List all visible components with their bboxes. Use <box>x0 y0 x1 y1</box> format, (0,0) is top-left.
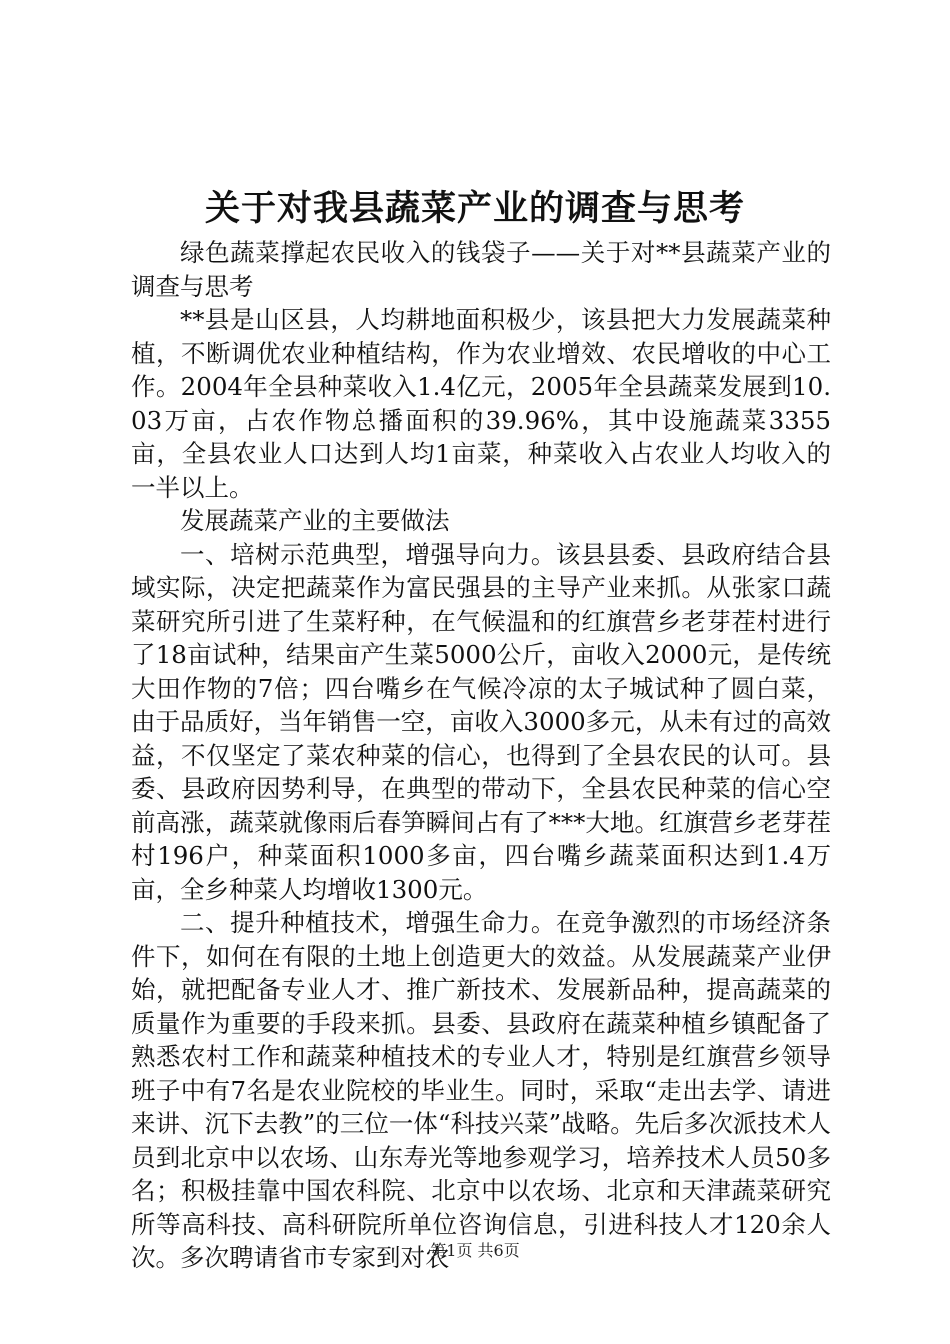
paragraph-subtitle: 绿色蔬菜撑起农民收入的钱袋子——关于对**县蔬菜产业的调查与思考 <box>131 238 831 301</box>
paragraph-point-one: 一、培树示范典型，增强导向力。该县县委、县政府结合县域实际，决定把蔬菜作为富民强县的主导产业来抓。从张家口蔬菜研究所引进了生菜籽种，在气候温和的红旗营乡老芽茬村进行了18亩试种，结果亩产生菜5000公斤，亩收入2000元，是传统大田作物的7倍；四台嘴乡在气候冷凉的太子城试种了圆白菜，由于品质好，当年销售一空，亩收入3000多元，从未有过的高效益，不仅坚定了菜农种菜的信心，也得到了全县农民的认可。县委、县政府因势利导，在典型的带动下，全县农民种菜的信心空前高涨，蔬菜就像雨后春笋瞬间占有了***大地。红旗营乡老芽茬村196户，种菜面积1000多亩，四台嘴乡蔬菜面积达到1.4万亩，全乡种菜人均增收1300元。 <box>131 539 831 904</box>
paragraph-overview: **县是山区县，人均耕地面积极少，该县把大力发展蔬菜种植，不断调优农业种植结构，作为农业增效、农民增收的中心工作。2004年全县种菜收入1.4亿元，2005年全县蔬菜发展到10.03万亩，占农作物总播面积的39.96%，其中设施蔬菜3355亩，全县农业人口达到人均1亩菜，种菜收入占农业人均收入的一半以上。 <box>131 305 831 502</box>
paragraph-section-heading: 发展蔬菜产业的主要做法 <box>180 506 450 535</box>
document-title: 关于对我县蔬菜产业的调查与思考 <box>204 188 745 229</box>
paragraph-point-two: 二、提升种植技术，增强生命力。在竞争激烈的市场经济条件下，如何在有限的土地上创造更大的效益。从发展蔬菜产业伊始，就把配备专业人才、推广新技术、发展新品种，提高蔬菜的质量作为重要的手段来抓。县委、县政府在蔬菜种植乡镇配备了熟悉农村工作和蔬菜种植技术的专业人才，特别是红旗营乡领导班子中有7名是农业院校的毕业生。同时，采取“走出去学、请进来讲、沉下去教”的三位一体“科技兴菜”战略。先后多次派技术人员到北京中以农场、山东寿光等地参观学习，培养技术人员50多名；积极挂靠中国农科院、北京中以农场、北京和天津蔬菜研究所等高科技、高科研院所单位咨询信息，引进科技人才120余人次。多次聘请省市专家到对农 <box>131 908 831 1272</box>
document-body <box>131 236 831 1275</box>
page-number-footer: 第1页 共6页 <box>430 1241 520 1260</box>
